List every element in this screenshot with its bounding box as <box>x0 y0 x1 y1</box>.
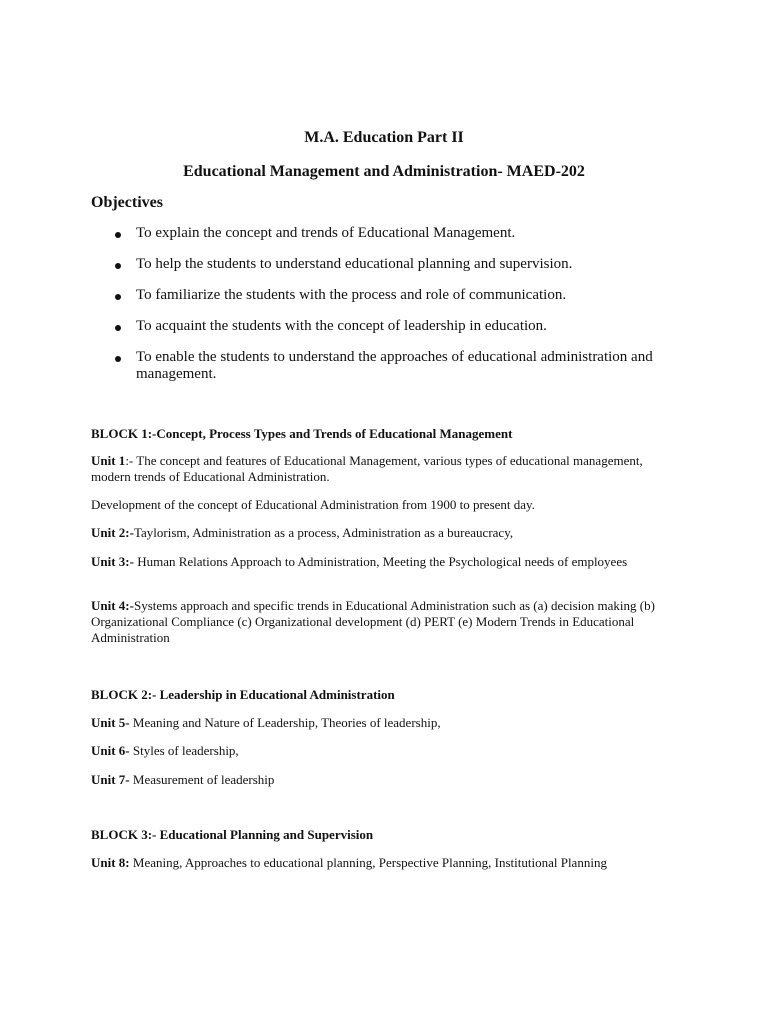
unit-1: Unit 1:- The concept and features of Educational Management, various types of educational management, modern trends of Educational Administration. <box>91 453 643 484</box>
unit-7: Unit 7- Measurement of leadership <box>91 772 275 787</box>
block-2-heading: BLOCK 2:- Leadership in Educational Administration <box>91 687 395 702</box>
bullet-icon <box>115 263 121 269</box>
block-1-heading: BLOCK 1:-Concept, Process Types and Trends of Educational Management <box>91 426 513 441</box>
course-subtitle: Educational Management and Administration- MAED-202 <box>183 163 585 180</box>
unit-5: Unit 5- Meaning and Nature of Leadership, Theories of leadership, <box>91 715 441 730</box>
objectives-heading: Objectives <box>91 194 163 211</box>
development-note: Development of the concept of Educational Administration from 1900 to present day. <box>91 497 535 512</box>
page-title: M.A. Education Part II <box>304 129 464 146</box>
bullet-icon <box>115 325 121 331</box>
bullet-icon <box>115 294 121 300</box>
unit-4: Unit 4:-Systems approach and specific trends in Educational Administration such as (a) decision making (b) Organizational Compliance (c) Organizational development (d) PERT (e) Modern Trends in Educational Administration <box>91 598 655 645</box>
bullet-icon <box>115 232 121 238</box>
unit-2: Unit 2:-Taylorism, Administration as a process, Administration as a bureaucracy, <box>91 525 514 540</box>
bullet-icon <box>115 356 121 362</box>
unit-8: Unit 8: Meaning, Approaches to educational planning, Perspective Planning, Institutional Planning <box>91 855 607 870</box>
unit-6: Unit 6- Styles of leadership, <box>91 743 239 758</box>
unit-3: Unit 3:- Human Relations Approach to Administration, Meeting the Psychological needs of employees <box>91 554 628 569</box>
block-3-heading: BLOCK 3:- Educational Planning and Supervision <box>91 827 374 842</box>
